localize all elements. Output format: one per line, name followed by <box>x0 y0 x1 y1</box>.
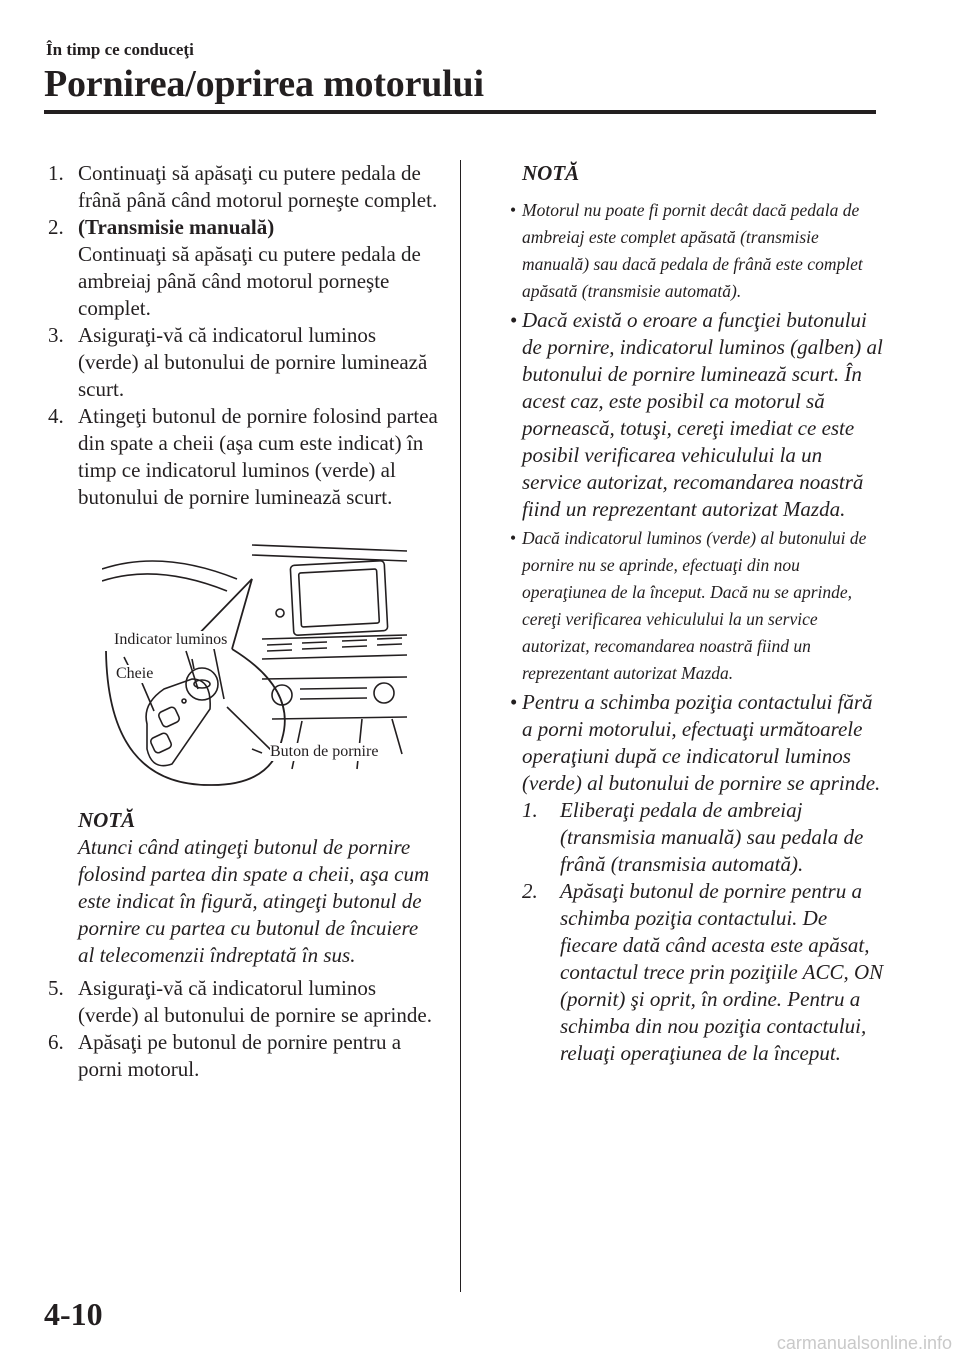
page-title: Pornirea/oprirea motorului <box>44 63 484 105</box>
step-number: 5. <box>48 976 64 1000</box>
note-bullet <box>508 525 886 687</box>
note-box <box>48 807 438 969</box>
sub-steps-list <box>522 797 886 1067</box>
step-text: Asiguraţi-vă că indicatorul luminos (verde) al butonului de pornire luminează scurt. <box>78 323 428 401</box>
step-number: 1. <box>48 161 64 185</box>
section-label: În timp ce conduceţi <box>46 40 194 59</box>
step-text: Atingeţi butonul de pornire folosind partea din spate a cheii (aşa cum este indicat) în timp ce indicatorul luminos (verde) al butonului de pornire luminează scurt. <box>78 404 438 509</box>
bullet-dot: • <box>510 200 517 220</box>
right-column <box>508 160 886 1069</box>
step-2 <box>48 214 438 322</box>
note-heading: NOTĂ <box>522 161 580 185</box>
column-divider <box>460 160 461 1292</box>
steps-list <box>48 160 438 511</box>
step-5 <box>48 975 438 1029</box>
sub-step-1 <box>522 797 886 878</box>
note-bullet <box>508 197 886 305</box>
note-bullet <box>508 689 886 1067</box>
page-number: 4-10 <box>44 1296 103 1332</box>
bullet-text: Motorul nu poate fi pornit decât dacă pedala de ambreiaj este complet apăsată (transmisie manuală) sau dacă pedala de frână este complet apăsată (transmisie automată). <box>522 200 863 301</box>
step-number: 4. <box>48 404 64 428</box>
sub-step-number: 2. <box>522 879 538 903</box>
step-4 <box>48 403 438 511</box>
key-label: Cheie <box>116 665 154 682</box>
step-number: 3. <box>48 323 64 347</box>
bullet-dot: • <box>510 528 517 548</box>
steps-list-continued <box>48 975 438 1083</box>
indicator-light-label: Indicator luminos <box>114 631 228 648</box>
watermark: carmanualsonline.info <box>776 1333 952 1353</box>
step-3 <box>48 322 438 403</box>
step-heading: (Transmisie manuală) <box>78 215 275 239</box>
bullet-dot: • <box>510 690 518 714</box>
step-text: Continuaţi să apăsaţi cu putere pedala de ambreiaj până când motorul porneşte complet. <box>78 242 421 320</box>
left-column <box>48 160 438 1083</box>
start-button-label: Buton de pornire <box>270 743 379 760</box>
step-text: Asiguraţi-vă că indicatorul luminos (verde) al butonului de pornire se aprinde. <box>78 976 432 1027</box>
note-text: Atunci când atingeţi butonul de pornire folosind partea din spate a cheii, aşa cum este indicat în figură, atingeţi butonul de pornire cu partea cu butonul de încuiere al telecomenzii îndreptată în sus. <box>78 835 430 967</box>
title-rule <box>44 110 876 114</box>
step-6 <box>48 1029 438 1083</box>
bullet-text: Dacă există o eroare a funcţiei butonului de pornire, indicatorul luminos (galben) al butonului de pornire luminează scurt. În acest caz, este posibil ca motorul să pornească, totuşi, cereţi imediat ce este posibil verificarea vehiculului la un service autorizat, recomandarea noastră fiind un reprezentant autorizat Mazda. <box>522 308 883 521</box>
sub-step-text: Apăsaţi butonul de pornire pentru a schimba poziţia contactului. De fiecare dată când acesta este apăsat, contactul trece prin poziţiile ACC, ON (pornit) şi oprit, în ordine. Pentru a schimba din nou poziţia contactului, reluaţi operaţiunea de la început. <box>560 879 884 1065</box>
note-heading: NOTĂ <box>78 808 136 832</box>
step-number: 2. <box>48 215 64 239</box>
sub-step-text: Eliberaţi pedala de ambreiaj (transmisia manuală) sau pedala de frână (transmisia automată). <box>560 798 864 876</box>
step-number: 6. <box>48 1030 64 1054</box>
note-bullets <box>508 197 886 1067</box>
sub-step-2 <box>522 878 886 1067</box>
step-1 <box>48 160 438 214</box>
sub-step-number: 1. <box>522 798 538 822</box>
bullet-text: Pentru a schimba poziţia contactului fără a porni motorului, efectuaţi următoarele operaţiuni după ce indicatorul luminos (verde) al butonului de pornire se aprinde. <box>522 690 881 795</box>
note-bullet <box>508 307 886 523</box>
start-button-illustration <box>102 539 414 787</box>
bullet-text: Dacă indicatorul luminos (verde) al butonului de pornire nu se aprinde, efectuaţi din nou operaţiunea de la început. Dacă nu se aprinde, cereţi verificarea vehiculului la un service autorizat, recomandarea noastră fiind un reprezentant autorizat Mazda. <box>522 528 867 683</box>
step-text: Apăsaţi pe butonul de pornire pentru a porni motorul. <box>78 1030 402 1081</box>
bullet-dot: • <box>510 308 518 332</box>
step-text: Continuaţi să apăsaţi cu putere pedala de frână până când motorul porneşte complet. <box>78 161 438 212</box>
